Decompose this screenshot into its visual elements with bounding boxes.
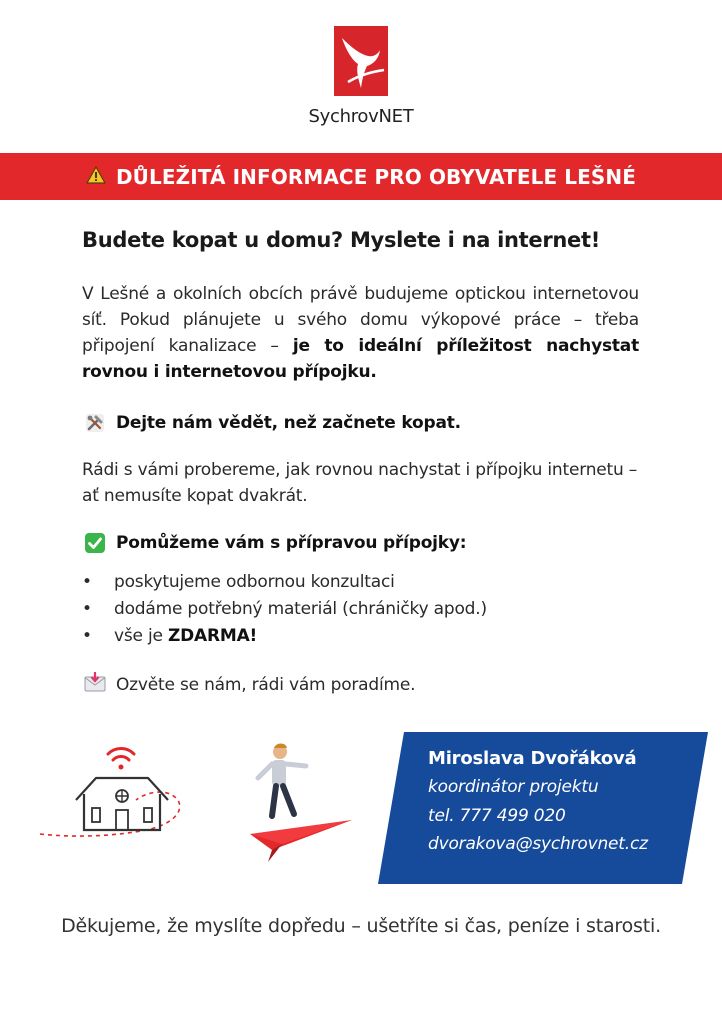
swallow-bird-logo-icon: [334, 26, 388, 96]
house-wifi-icon: [40, 748, 180, 836]
warning-icon: [86, 165, 106, 189]
contact-text: Ozvěte se nám, rádi vám poradíme.: [116, 674, 416, 695]
tools-icon: [84, 412, 106, 434]
checkmark-icon: [84, 532, 106, 554]
footer-text: Děkujeme, že myslíte dopředu – ušetříte si čas, peníze i starosti.: [61, 915, 661, 937]
contact-role: koordinátor projektu: [428, 777, 599, 797]
contact-name: Miroslava Dvořáková: [428, 748, 637, 769]
help-list: [82, 569, 487, 650]
contact-call-to-action: [84, 672, 415, 697]
list-item-text: dodáme potřebný materiál (chráničky apod.): [114, 599, 487, 619]
list-item: • dodáme potřebný materiál (chráničky apod.): [82, 599, 487, 619]
info-banner: [0, 153, 722, 200]
intro-text: V Lešné a okolních obcích právě budujeme optickou internetovou síť. Pokud plánujete u svého domu výkopové práce – třeba připojení kanalizace –: [82, 284, 639, 356]
intro-paragraph: [82, 281, 639, 385]
list-item-text: poskytujeme odbornou konzultaci: [114, 572, 395, 592]
banner-title: DŮLEŽITÁ INFORMACE PRO OBYVATELE LEŠNÉ: [115, 164, 637, 189]
man-on-paper-plane-icon: [250, 744, 352, 863]
intro-strong-text: je to ideální příležitost nachystat rovnou i internetovou přípojku.: [82, 336, 640, 382]
tools-heading: [84, 412, 461, 434]
help-heading-text: Pomůžeme vám s přípravou přípojky:: [116, 533, 467, 553]
tools-heading-text: Dejte nám vědět, než začnete kopat.: [116, 413, 461, 433]
illustration: [36, 738, 366, 872]
prepare-paragraph: Rádi s vámi probereme, jak rovnou nachystat i přípojku internetu – ať nemusíte kopat dvakrát.: [82, 460, 638, 506]
list-item-text: vše je: [114, 626, 163, 646]
free-highlight: ZDARMA!: [167, 626, 258, 646]
envelope-icon: [84, 672, 106, 697]
contact-phone[interactable]: tel. 777 499 020: [428, 806, 566, 826]
headline: Budete kopat u domu? Myslete i na internet!: [82, 228, 601, 252]
list-item: • vše je ZDARMA!: [82, 626, 258, 646]
brand-logo: [334, 26, 388, 96]
brand-name: SychrovNET: [308, 106, 414, 127]
help-heading: [84, 532, 466, 554]
list-item: • poskytujeme odbornou konzultaci: [82, 572, 395, 592]
contact-email[interactable]: dvorakova@sychrovnet.cz: [428, 834, 648, 854]
